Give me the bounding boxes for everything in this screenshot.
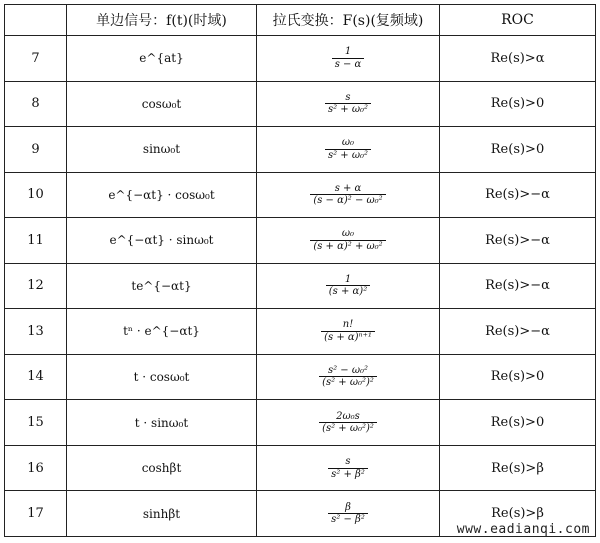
table-row (5, 81, 596, 127)
table-row (5, 263, 596, 309)
row-number: 17 (5, 491, 67, 537)
denominator: (s² + ω₀²)² (319, 376, 377, 389)
numerator: s² − ω₀² (327, 364, 369, 376)
numerator: β (345, 501, 351, 513)
time-domain-signal: cosω₀t (67, 81, 257, 127)
numerator: 1 (344, 46, 352, 58)
region-of-convergence: Re(s)>α (440, 36, 596, 82)
denominator: (s + α)² + ω₀² (310, 240, 385, 253)
laplace-transform (257, 400, 440, 446)
row-number: 11 (5, 218, 67, 264)
denominator: s² + ω₀² (325, 149, 371, 162)
row-number: 14 (5, 354, 67, 400)
fraction (310, 228, 385, 252)
header-time-domain: 单边信号：f(t)(时域) (67, 5, 257, 36)
laplace-transform (257, 172, 440, 218)
table-row (5, 36, 596, 82)
header-number (5, 5, 67, 36)
region-of-convergence: Re(s)>0 (440, 400, 596, 446)
region-of-convergence: Re(s)>β (440, 445, 596, 491)
table-row (5, 445, 596, 491)
table-row (5, 309, 596, 355)
time-domain-signal: sinhβt (67, 491, 257, 537)
time-domain-signal: tⁿ · e^{−αt} (67, 309, 257, 355)
row-number: 7 (5, 36, 67, 82)
numerator: s + α (334, 182, 362, 194)
numerator: s (345, 456, 351, 468)
denominator: s² + ω₀² (325, 103, 371, 116)
denominator: s² + β² (328, 468, 368, 481)
laplace-transform (257, 36, 440, 82)
watermark: www.eadianqi.com (456, 522, 590, 537)
time-domain-signal: e^{at} (67, 36, 257, 82)
time-domain-signal: e^{−αt} · sinω₀t (67, 218, 257, 264)
numerator: 1 (344, 273, 352, 285)
denominator: (s + α)ⁿ⁺¹ (321, 331, 375, 344)
table-row (5, 172, 596, 218)
denominator: s − α (332, 58, 365, 71)
region-of-convergence: Re(s)>−α (440, 172, 596, 218)
region-of-convergence: Re(s)>−α (440, 218, 596, 264)
fraction (326, 274, 370, 298)
region-of-convergence: Re(s)>β (440, 491, 596, 537)
row-number: 15 (5, 400, 67, 446)
fraction (328, 456, 368, 480)
time-domain-signal: e^{−αt} · cosω₀t (67, 172, 257, 218)
laplace-transform (257, 445, 440, 491)
time-domain-signal: te^{−αt} (67, 263, 257, 309)
numerator: s (345, 91, 351, 103)
fraction (325, 137, 371, 161)
table-row (5, 400, 596, 446)
table-body (5, 36, 596, 537)
table-row (5, 127, 596, 173)
fraction (319, 411, 377, 435)
laplace-table (4, 4, 596, 537)
table-row (5, 354, 596, 400)
laplace-transform (257, 218, 440, 264)
row-number: 16 (5, 445, 67, 491)
laplace-transform (257, 491, 440, 537)
laplace-transform (257, 354, 440, 400)
denominator: (s + α)² (326, 285, 370, 298)
row-number: 13 (5, 309, 67, 355)
fraction (325, 92, 371, 116)
region-of-convergence: Re(s)>−α (440, 309, 596, 355)
laplace-transform (257, 81, 440, 127)
numerator: 2ω₀s (336, 410, 360, 422)
region-of-convergence: Re(s)>0 (440, 127, 596, 173)
time-domain-signal: coshβt (67, 445, 257, 491)
fraction (321, 319, 375, 343)
time-domain-signal: sinω₀t (67, 127, 257, 173)
header-row (5, 5, 596, 36)
header-roc: ROC (440, 5, 596, 36)
laplace-transform (257, 309, 440, 355)
fraction (328, 502, 368, 526)
laplace-transform (257, 263, 440, 309)
numerator: ω₀ (341, 137, 355, 149)
region-of-convergence: Re(s)>0 (440, 81, 596, 127)
fraction (319, 365, 377, 389)
laplace-transform (257, 127, 440, 173)
row-number: 9 (5, 127, 67, 173)
denominator: s² − β² (328, 513, 368, 526)
numerator: ω₀ (341, 228, 355, 240)
fraction (332, 46, 365, 70)
denominator: (s − α)² − ω₀² (310, 194, 385, 207)
region-of-convergence: Re(s)>−α (440, 263, 596, 309)
header-s-domain: 拉氏变换：F(s)(复频域) (257, 5, 440, 36)
time-domain-signal: t · cosω₀t (67, 354, 257, 400)
region-of-convergence: Re(s)>0 (440, 354, 596, 400)
numerator: n! (342, 319, 354, 331)
time-domain-signal: t · sinω₀t (67, 400, 257, 446)
row-number: 12 (5, 263, 67, 309)
row-number: 10 (5, 172, 67, 218)
row-number: 8 (5, 81, 67, 127)
fraction (310, 183, 385, 207)
table-row (5, 218, 596, 264)
denominator: (s² + ω₀²)² (319, 422, 377, 435)
